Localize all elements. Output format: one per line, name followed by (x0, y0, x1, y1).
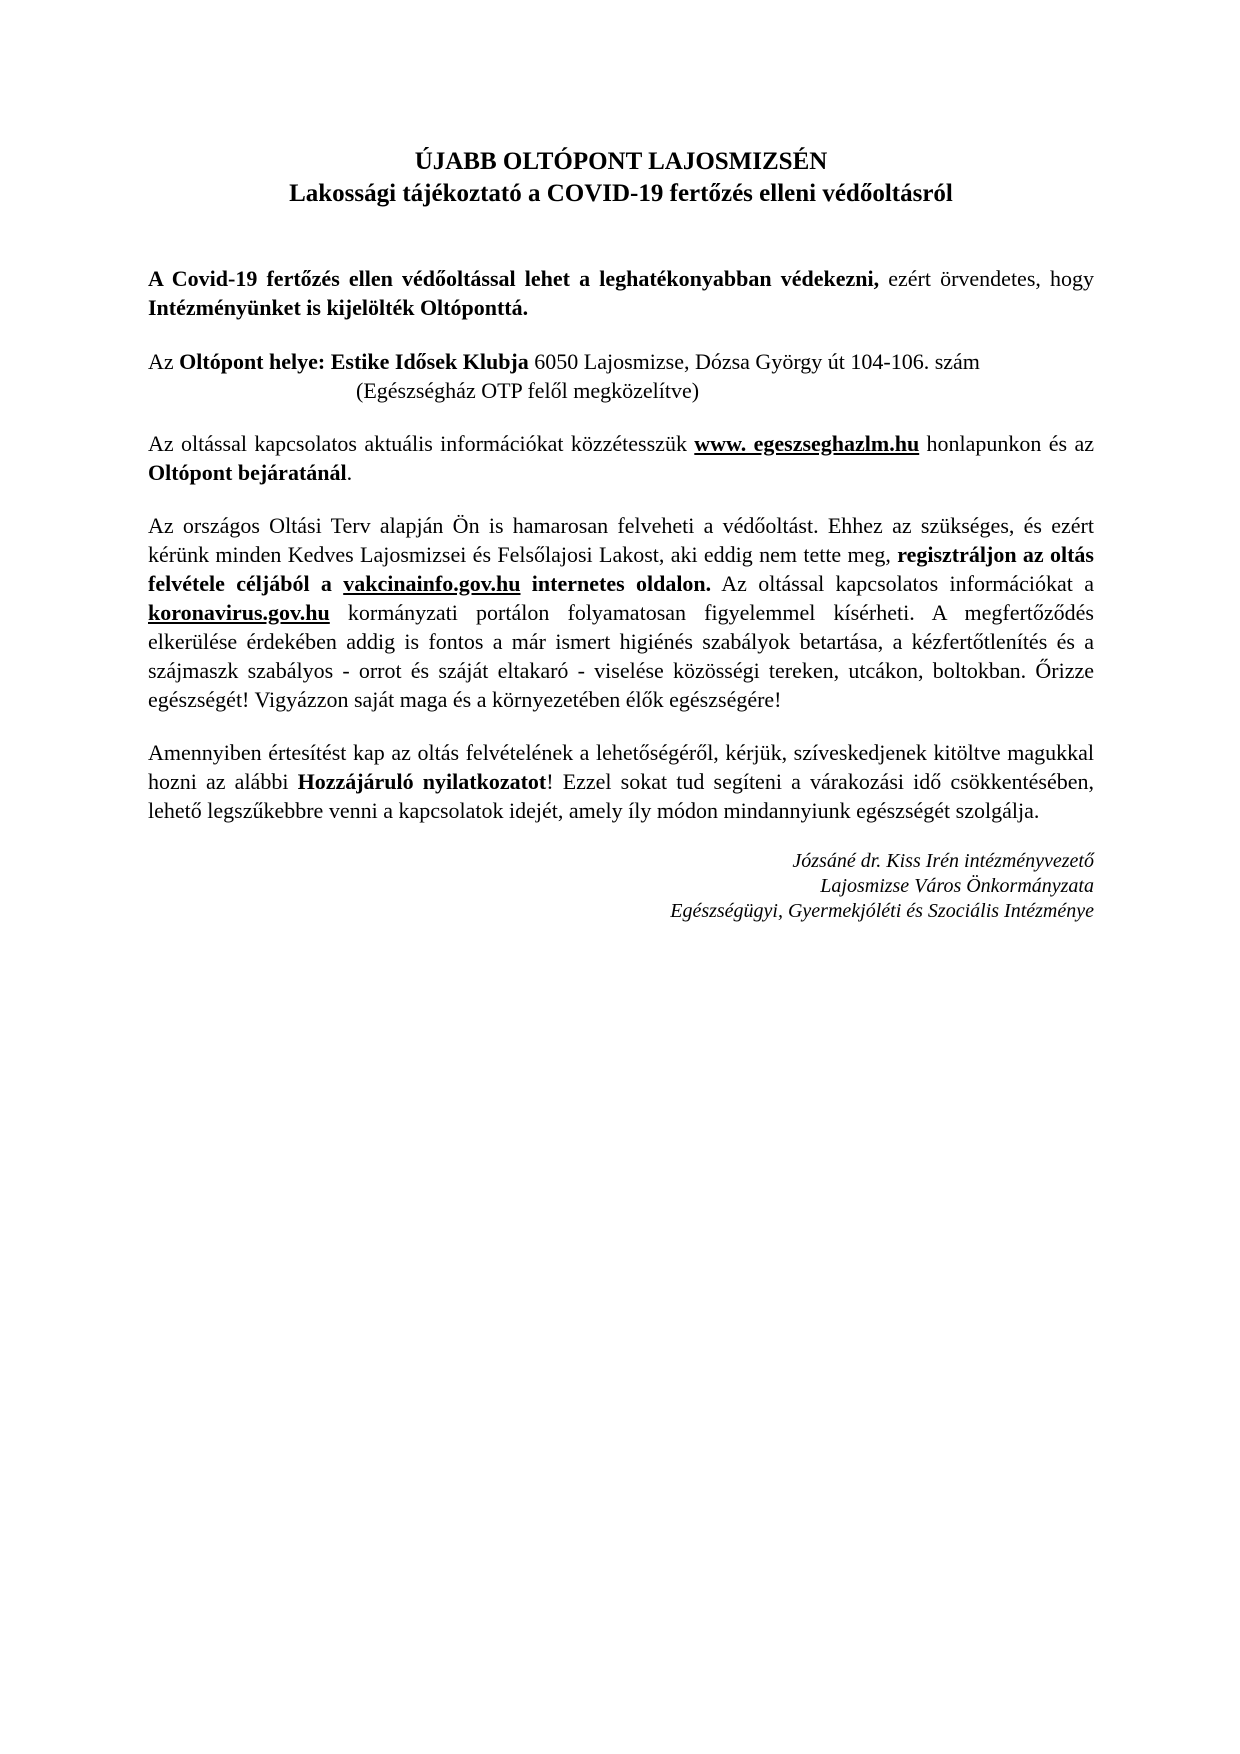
signature-name: Józsáné dr. Kiss Irén intézményvezető (792, 850, 1094, 872)
registration-bold-end: internetes oldalon. (520, 571, 712, 596)
registration-text-end: kormányzati portálon folyamatosan figyelemmel kísérheti. A megfertőződés elkerülése érdekében addig is fontos a már ismert higiénés szabályok betartása, a kézfertőtlenítés és a szájmaszk szabályos - orrot és száját eltakaró - viselése közösségi tereken, utcákon, boltokban. Őrizze egészségét! Vigyázzon saját maga és a környezetében élők egészségére! (148, 600, 1094, 712)
info-text-start: Az oltással kapcsolatos aktuális információkat közzétesszük (148, 431, 695, 456)
declaration-bold: Hozzájáruló nyilatkozatot (297, 769, 547, 794)
paragraph-intro (148, 264, 1094, 322)
location-direction: (Egészségház OTP felől megközelítve) (356, 378, 700, 403)
intro-bold: A Covid-19 fertőzés ellen védőoltással lehet a leghatékonyabban védekezni, (148, 266, 880, 291)
info-text-end: . (346, 460, 353, 485)
website-link[interactable]: www. egeszseghazlm.hu (694, 431, 920, 456)
info-bold: Oltópont bejáratánál (148, 460, 347, 485)
registration-bold: regisztráljon az oltás felvétele céljából a (148, 542, 1094, 596)
signature-institution: Egészségügyi, Gyermekjóléti és Szociális Intézménye (670, 900, 1094, 922)
signature-organization: Lajosmizse Város Önkormányzata (820, 875, 1094, 897)
intro-bold-end: Intézményünket is kijelölték Oltóponttá. (148, 295, 529, 320)
paragraph-location (148, 347, 1094, 405)
location-text-start: Az (148, 349, 180, 374)
paragraph-info (148, 429, 1094, 487)
registration-text-mid: Az oltással kapcsolatos információkat a (711, 571, 1094, 596)
info-text-mid: honlapunkon és az (919, 431, 1094, 456)
paragraph-registration (148, 511, 1094, 714)
page-subtitle: Lakossági tájékoztató a COVID-19 fertőzés elleni védőoltásról (289, 180, 953, 207)
vakcinainfo-link[interactable]: vakcinainfo.gov.hu (343, 571, 521, 596)
page-title: ÚJABB OLTÓPONT LAJOSMIZSÉN (414, 148, 828, 175)
location-bold: Oltópont helye: Estike Idősek Klubja (179, 349, 529, 374)
intro-text: ezért örvendetes, hogy (879, 266, 1094, 291)
declaration-text-start: Amennyiben értesítést kap az oltás felvételének a lehetőségéről, kérjük, szíveskedjenek kitöltve magukkal hozni az alábbi (148, 740, 1094, 794)
signature-block (148, 849, 1094, 924)
document-page (148, 146, 1094, 924)
registration-text-start: Az országos Oltási Terv alapján Ön is hamarosan felveheti a védőoltást. Ehhez az szükséges, és ezért kérünk minden Kedves Lajosmizsei és Felsőlajosi Lakost, aki eddig nem tette meg, (148, 513, 1094, 567)
paragraph-declaration (148, 738, 1094, 825)
location-address: 6050 Lajosmizse, Dózsa György út 104-106. szám (528, 349, 980, 374)
declaration-text-end: ! Ezzel sokat tud segíteni a várakozási idő csökkentésében, lehető legszűkebbre venni a kapcsolatok idejét, amely íly módon mindannyiunk egészségét szolgálja. (148, 769, 1094, 823)
koronavirus-link[interactable]: koronavirus.gov.hu (148, 600, 330, 625)
